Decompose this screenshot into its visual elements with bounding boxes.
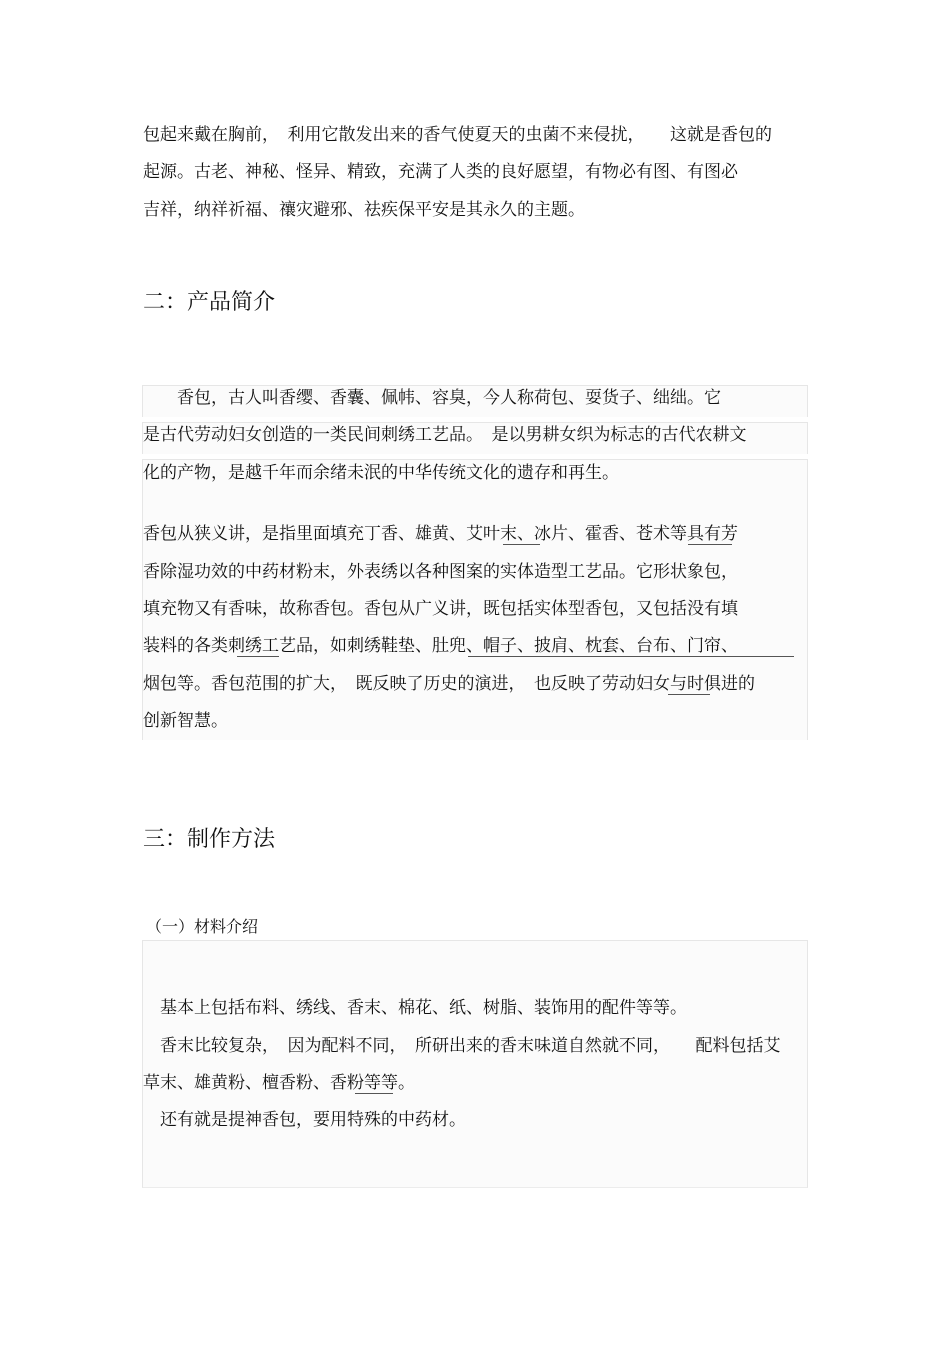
materials-line-3: 草末、雄黄粉、檀香粉、香粉等等。 [143, 1073, 415, 1093]
section-2-para-2-line-1: 香包从狭义讲，是指里面填充丁香、雄黄、艾叶末、冰片、霍香、苍术等具有芳 [143, 524, 738, 544]
section-2-para-1-line-1: 香包，古人叫香缨、香囊、佩帏、容臭，今人称荷包、耍货子、绌绌。它 [143, 388, 721, 408]
materials-box [142, 940, 808, 1188]
underline-mark [668, 694, 710, 695]
section-3-heading: 三：制作方法 [143, 827, 276, 852]
section-2-para-2-line-3: 填充物又有香味，故称香包。香包从广义讲，既包括实体型香包，又包括没有填 [143, 599, 738, 619]
materials-subheading: （一）材料介绍 [146, 917, 259, 936]
section-2-para-1-line-2: 是古代劳动妇女创造的一类民间刺绣工艺品。 是以男耕女织为标志的古代农耕文 [143, 425, 747, 445]
section-2-para-2-line-4: 装料的各类刺绣工艺品，如刺绣鞋垫、肚兜、帽子、披肩、枕套、台布、门帘、 [143, 636, 738, 656]
intro-line-1: 包起来戴在胸前， 利用它散发出来的香气使夏天的虫菌不来侵扰， 这就是香包的 [143, 125, 772, 145]
section-2-para-2-line-6: 创新智慧。 [143, 711, 228, 731]
section-2-para-1-line-3: 化的产物，是越千年而余绪未泯的中华传统文化的遗存和再生。 [143, 463, 619, 483]
intro-line-3: 吉祥，纳祥祈福、禳灾避邪、祛疾保平安是其永久的主题。 [143, 200, 585, 220]
underline-mark [237, 656, 279, 657]
section-2-para-2-line-5: 烟包等。香包范围的扩大， 既反映了历史的演进， 也反映了劳动妇女与时俱进的 [143, 674, 755, 694]
materials-line-4: 还有就是提神香包，要用特殊的中药材。 [143, 1110, 466, 1130]
intro-line-2: 起源。古老、神秘、怪异、精致，充满了人类的良好愿望，有物必有图、有图必 [143, 162, 738, 182]
underline-mark [688, 544, 732, 545]
section-2-para-2-line-2: 香除湿功效的中药材粉末，外表绣以各种图案的实体造型工艺品。它形状象包， [143, 562, 738, 582]
underline-mark [468, 656, 794, 657]
underline-mark [355, 1093, 393, 1094]
underline-mark [503, 544, 540, 545]
materials-line-1: 基本上包括布料、绣线、香末、棉花、纸、树脂、装饰用的配件等等。 [143, 998, 687, 1018]
section-2-heading: 二：产品简介 [143, 290, 276, 315]
materials-line-2: 香末比较复杂， 因为配料不同， 所研出来的香末味道自然就不同， 配料包括艾 [143, 1036, 781, 1056]
